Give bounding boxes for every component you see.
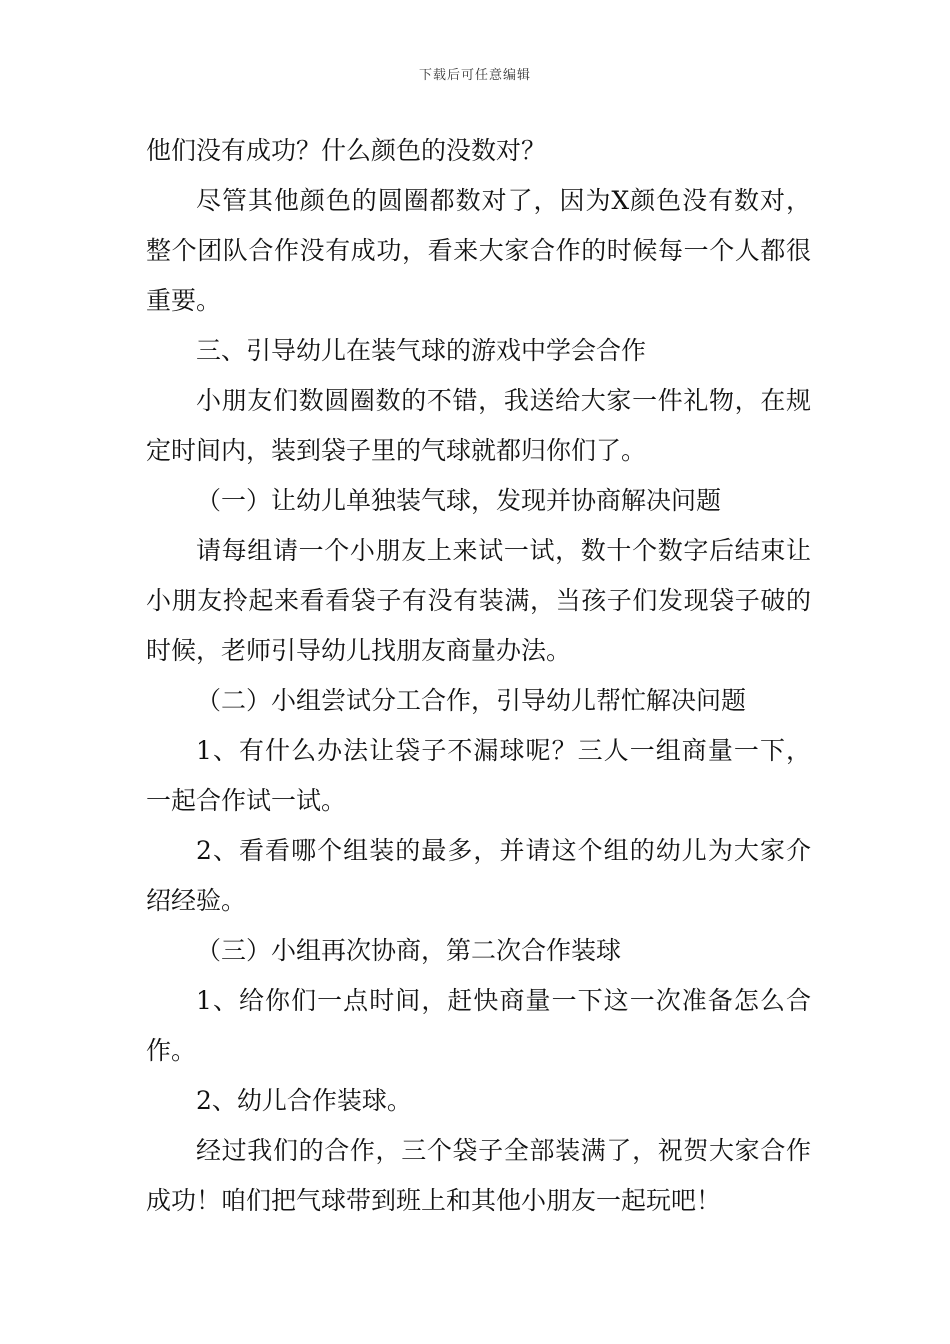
document-body bbox=[146, 126, 811, 1226]
subsection-heading: （三）小组再次协商，第二次合作装球 bbox=[196, 936, 622, 965]
paragraph: 请每组请一个小朋友上来试一试，数十个数字后结束让小朋友拎起来看看袋子有没有装满，当孩子们发现袋子破的时候，老师引导幼儿找朋友商量办法。 bbox=[146, 536, 811, 665]
list-item: 2、幼儿合作装球。 bbox=[196, 1086, 412, 1115]
paragraph: 经过我们的合作，三个袋子全部装满了，祝贺大家合作成功！咱们把气球带到班上和其他小朋友一起玩吧！ bbox=[146, 1136, 811, 1215]
section-heading: 三、引导幼儿在装气球的游戏中学会合作 bbox=[196, 336, 647, 365]
list-item: 1、给你们一点时间，赶快商量一下这一次准备怎么合作。 bbox=[146, 986, 811, 1065]
paragraph-continued: 他们没有成功？什么颜色的没数对？ bbox=[146, 136, 547, 165]
page-header-note: 下载后可任意编辑 bbox=[418, 68, 531, 83]
list-item: 1、有什么办法让袋子不漏球呢？三人一组商量一下，一起合作试一试。 bbox=[146, 736, 811, 815]
subsection-heading: （一）让幼儿单独装气球，发现并协商解决问题 bbox=[196, 486, 722, 515]
list-item: 2、看看哪个组装的最多，并请这个组的幼儿为大家介绍经验。 bbox=[146, 836, 811, 915]
paragraph: 小朋友们数圆圈数的不错，我送给大家一件礼物，在规定时间内，装到袋子里的气球就都归你们了。 bbox=[146, 386, 811, 465]
paragraph: 尽管其他颜色的圆圈都数对了，因为X颜色没有数对，整个团队合作没有成功，看来大家合作的时候每一个人都很重要。 bbox=[146, 186, 811, 315]
subsection-heading: （二）小组尝试分工合作，引导幼儿帮忙解决问题 bbox=[196, 686, 747, 715]
